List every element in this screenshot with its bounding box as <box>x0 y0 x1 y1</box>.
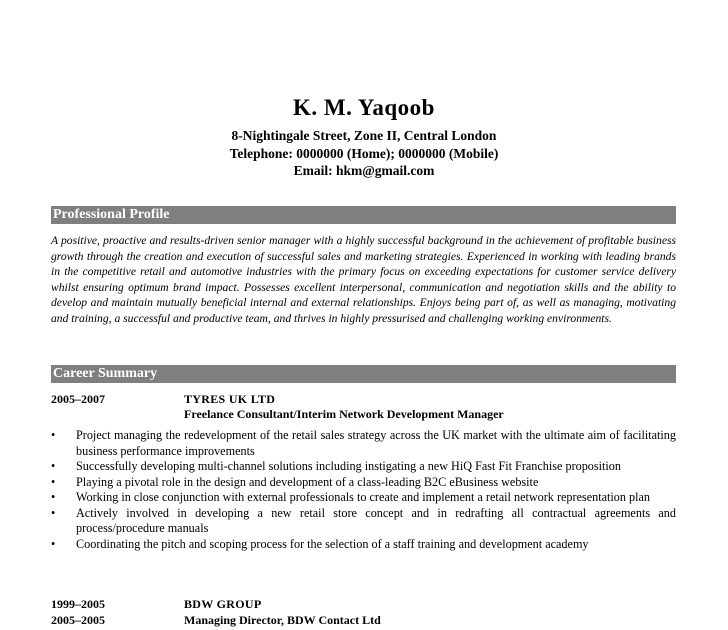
list-item: • Working in close conjunction with external professionals to create and implement a retail network representation plan <box>51 490 651 504</box>
bullet-icon: • <box>51 474 56 489</box>
bullet-icon: • <box>51 428 56 442</box>
list-item: • Project managing the redevelopment of the retail sales strategy across the UK market with the ultimate aim of facilitating business performance improvements <box>51 428 676 458</box>
bullet-icon: • <box>51 505 56 520</box>
email-line: Email: hkm@gmail.com <box>293 163 435 178</box>
list-item: • Playing a pivotal role in the design and development of a class-leading B2C eBusiness website <box>51 474 539 489</box>
telephone-line: Telephone: 0000000 (Home); 0000000 (Mobile) <box>229 146 499 161</box>
bullet-icon: • <box>51 490 56 504</box>
professional-profile-heading: Professional Profile <box>51 206 676 224</box>
candidate-name: K. M. Yaqoob <box>293 95 435 120</box>
job-title: Managing Director, BDW Contact Ltd <box>184 613 381 627</box>
entry-period: 2005–2007 <box>51 392 105 406</box>
company-name: TYRES UK LTD <box>184 392 276 406</box>
entry-period: 1999–2005 <box>51 597 105 611</box>
list-item: • Coordinating the pitch and scoping process for the selection of a staff training and development academy <box>51 536 589 551</box>
company-name: BDW GROUP <box>184 597 262 611</box>
entry-period: 2005–2005 <box>51 613 105 627</box>
list-item: • Successfully developing multi-channel solutions including instigating a new HiQ Fast Fit Franchise proposition <box>51 459 621 473</box>
professional-profile-text: A positive, proactive and results-driven senior manager with a highly successful background in the achievement of profitable business growth through the creation and execution of successful sales and marketing strategies. Experienced in working with leading brands in the competitive retail and automotive industries with the primary focus on exceeding expectations for customer service delivery whilst ensuring optimum brand impact. Possesses excellent interpersonal, communication and negotiation skills and the ability to develop and maintain mutually beneficial internal and external relationships. Enjoys being part of, as well as managing, motivating and training, a successful and productive team, and thrives in highly pressurised and challenging working environments. <box>51 234 676 325</box>
career-summary-heading: Career Summary <box>51 365 676 383</box>
bullet-icon: • <box>51 459 56 473</box>
list-item: • Actively involved in developing a new retail store concept and in redrafting all contractual agreements and process/procedure manuals <box>51 505 676 535</box>
bullet-icon: • <box>51 536 56 551</box>
responsibility-list <box>51 428 676 552</box>
job-title: Freelance Consultant/Interim Network Development Manager <box>184 407 504 421</box>
address-line: 8-Nightingale Street, Zone II, Central London <box>231 128 497 143</box>
